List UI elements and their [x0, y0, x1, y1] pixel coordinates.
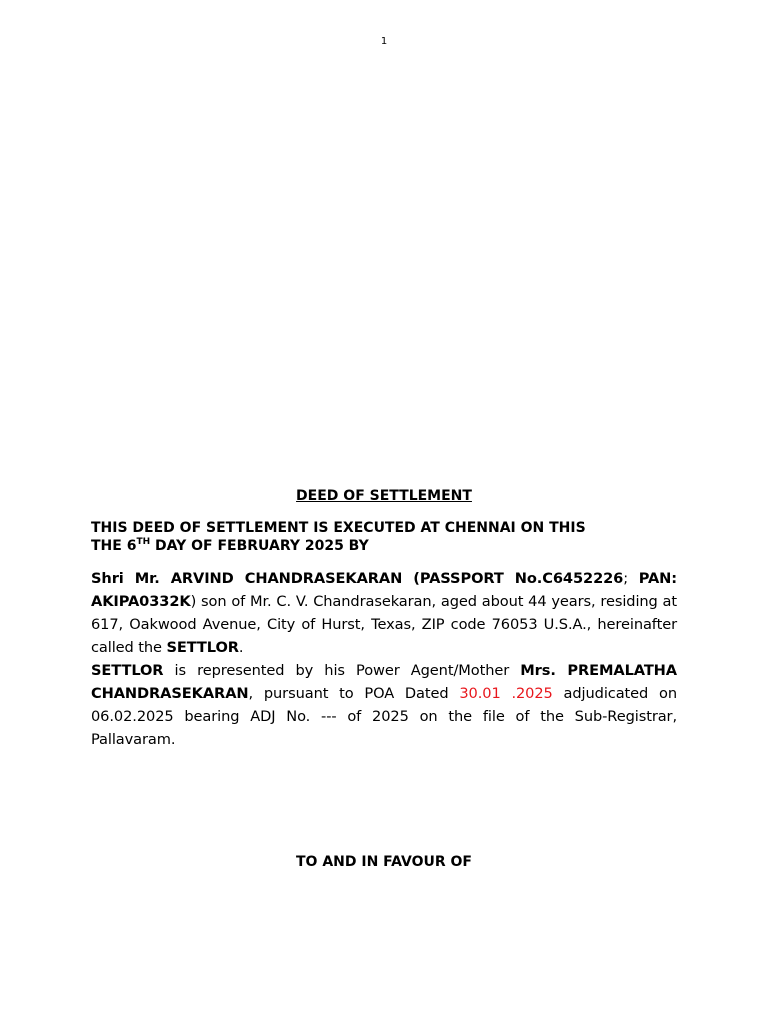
settlor-term: SETTLOR: [166, 639, 239, 656]
representation-paragraph: [91, 659, 677, 751]
document-title: DEED OF SETTLEMENT: [296, 488, 472, 504]
settlor-term: SETTLOR: [91, 662, 164, 679]
representation-text: is represented by his Power Agent/Mother: [163, 662, 521, 679]
settlor-paragraph: [91, 567, 677, 659]
sentence-end: .: [238, 639, 244, 656]
power-agent-name: Mrs. PREMALATHA CHANDRASEKARAN: [91, 662, 677, 702]
heading-date-suffix: DAY OF FEBRUARY 2025 BY: [150, 538, 369, 554]
heading-date-prefix: THE 6: [91, 538, 137, 554]
adjudication-text: adjudicated on 06.02.2025 bearing ADJ No. --- of 2025 on the file of the Sub-Registrar, Pallavaram.: [91, 685, 677, 748]
poa-text: , pursuant to POA Dated: [248, 685, 460, 702]
ordinal-superscript: TH: [136, 537, 151, 547]
settlor-description: ) son of Mr. C. V. Chandrasekaran, aged about 44 years, residing at 617, Oakwood Avenue, City of Hurst, Texas, ZIP code 76053 U.S.A., hereinafter called the: [91, 593, 677, 656]
execution-heading-line-1: THIS DEED OF SETTLEMENT IS EXECUTED AT CHENNAI ON THIS: [91, 520, 586, 536]
separator: ;: [623, 570, 629, 587]
page-number: 1: [380, 36, 388, 47]
execution-heading-line-2: [91, 537, 681, 555]
settlor-pan: PAN: AKIPA0332K: [91, 570, 678, 610]
execution-heading: [91, 519, 681, 555]
settlor-name-passport: Shri Mr. ARVIND CHANDRASEKARAN (PASSPORT No.C6452226: [91, 570, 624, 587]
in-favour-heading: TO AND IN FAVOUR OF: [296, 854, 472, 870]
poa-date: 30.01 .2025: [459, 685, 553, 702]
